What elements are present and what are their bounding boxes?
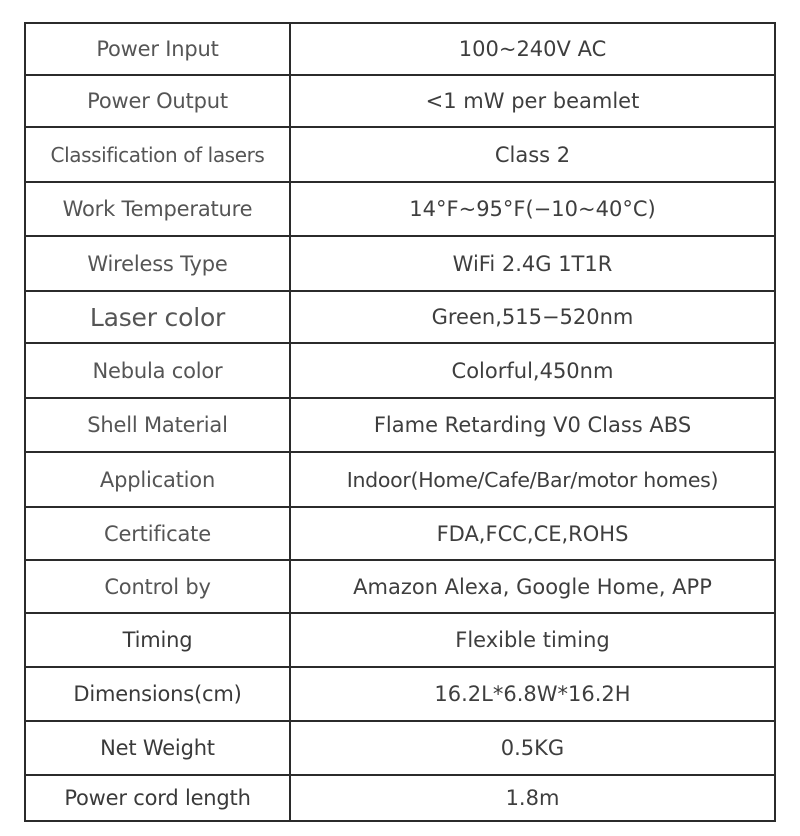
spec-value: 100~240V AC (290, 23, 775, 75)
spec-label: Timing (25, 613, 290, 667)
spec-value: <1 mW per beamlet (290, 75, 775, 127)
spec-row-work-temperature (25, 182, 775, 236)
spec-row-net-weight (25, 721, 775, 775)
spec-value: Green,515−520nm (290, 291, 775, 343)
spec-row-power-cord-length (25, 775, 775, 821)
spec-label: Dimensions(cm) (25, 667, 290, 721)
spec-label: Laser color (25, 291, 290, 343)
spec-value: Colorful,450nm (290, 343, 775, 398)
spec-row-wireless-type (25, 236, 775, 291)
spec-row-certificate (25, 507, 775, 560)
spec-label: Certificate (25, 507, 290, 560)
spec-row-nebula-color (25, 343, 775, 398)
spec-label: Classification of lasers (25, 127, 290, 182)
spec-row-dimensions (25, 667, 775, 721)
spec-value: 0.5KG (290, 721, 775, 775)
spec-label: Shell Material (25, 398, 290, 452)
spec-value: Flexible timing (290, 613, 775, 667)
spec-label: Application (25, 452, 290, 507)
spec-value: 16.2L*6.8W*16.2H (290, 667, 775, 721)
spec-label: Work Temperature (25, 182, 290, 236)
spec-value: 1.8m (290, 775, 775, 821)
spec-row-power-output (25, 75, 775, 127)
spec-label: Power Output (25, 75, 290, 127)
spec-row-power-input (25, 23, 775, 75)
spec-value: FDA,FCC,CE,ROHS (290, 507, 775, 560)
spec-value: 14°F~95°F(−10~40°C) (290, 182, 775, 236)
spec-row-shell-material (25, 398, 775, 452)
spec-row-control-by (25, 560, 775, 613)
spec-label: Nebula color (25, 343, 290, 398)
spec-table (24, 22, 776, 822)
spec-row-laser-color (25, 291, 775, 343)
spec-label: Power Input (25, 23, 290, 75)
spec-row-classification (25, 127, 775, 182)
spec-label: Wireless Type (25, 236, 290, 291)
spec-value: WiFi 2.4G 1T1R (290, 236, 775, 291)
spec-value: Amazon Alexa, Google Home, APP (290, 560, 775, 613)
spec-value: Flame Retarding V0 Class ABS (290, 398, 775, 452)
spec-label: Control by (25, 560, 290, 613)
spec-value: Indoor(Home/Cafe/Bar/motor homes) (290, 452, 775, 507)
spec-row-application (25, 452, 775, 507)
spec-label: Net Weight (25, 721, 290, 775)
spec-value: Class 2 (290, 127, 775, 182)
spec-row-timing (25, 613, 775, 667)
spec-label: Power cord length (25, 775, 290, 821)
